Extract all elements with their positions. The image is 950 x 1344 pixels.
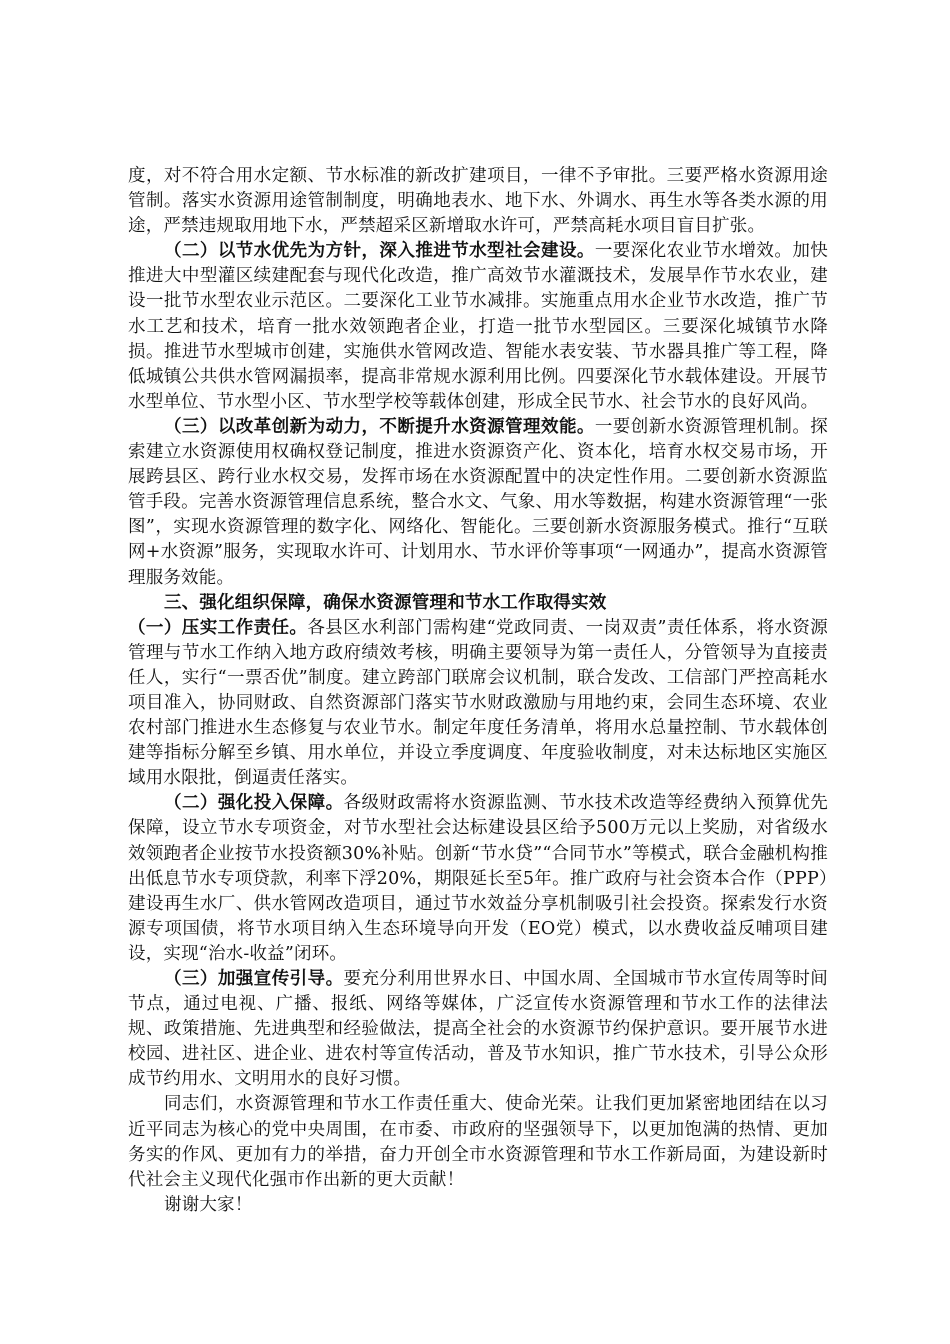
paragraph-text: 谢谢大家！ — [164, 1194, 253, 1215]
paragraph-text: 一要创新水资源管理机制。探索建立水资源使用权确权登记制度，推进水资源资产化、资本化，培育水权交易市场，开展跨县区、跨行业水权交易，发挥市场在水资源配置中的决定性作用。二要创新水资源监管手段。完善水资源管理信息系统，整合水文、气象、用水等数据，构建水资源管理“一张图”，实现水资源管理的数字化、网络化、智能化。三要创新水资源服务模式。推行“互联网+水资源”服务，实现取水许可、计划用水、节水评价等事项“一网通办”，提高水资源管理服务效能。 — [128, 416, 828, 588]
paragraph-text: 同志们，水资源管理和节水工作责任重大、使命光荣。让我们更加紧密地团结在以习近平同志为核心的党中央周围，在市委、市政府的坚强领导下，以更加饱满的热情、更加务实的作风、更加有力的举措，奋力开创全市水资源管理和节水工作新局面，为建设新时代社会主义现代化强市作出新的更大贡献！ — [128, 1094, 828, 1190]
paragraph-heading: （二）以节水优先为方针，深入推进节水型社会建设。 — [164, 241, 595, 262]
paragraph-heading: （二）强化投入保障。 — [164, 793, 344, 814]
section3-title — [128, 591, 828, 616]
paragraph-text: 各县区水利部门需构建“党政同责、一岗双责”责任体系，将水资源管理与节水工作纳入地方政府绩效考核，明确主要领导为第一责任人，分管领导为直接责任人，实行“一票否优”制度。建立跨部门联席会议机制，联合发改、工信部门严控高耗水项目准入，协同财政、自然资源部门落实节水财政激励与用地约束，会同生态环境、农业农村部门推进水生态修复与农业节水。制定年度任务清单，将用水总量控制、节水载体创建等指标分解至乡镇、用水单位，并设立季度调度、年度验收制度，对未达标地区实施区域用水限批，倒逼责任落实。 — [128, 617, 828, 789]
paragraph-section3-item1 — [128, 616, 828, 792]
paragraph-section3-item3 — [128, 967, 828, 1092]
paragraph-text: 各级财政需将水资源监测、节水技术改造等经费纳入预算优先保障，设立节水专项资金，对节水型社会达标建设县区给予500万元以上奖励，对省级水效领跑者企业按节水投资额30%补贴。创新“节水贷”“合同节水”等模式，联合金融机构推出低息节水专项贷款，利率下浮20%，期限延长至5年。推广政府与社会资本合作（PPP）建设再生水厂、供水管网改造项目，通过节水效益分享机制吸引社会投资。探索发行水资源专项国债，将节水项目纳入生态环境导向开发（EO党）模式，以水费收益反哺项目建设，实现“治水-收益”闭环。 — [128, 793, 828, 964]
paragraph-intro-continuation — [128, 164, 828, 239]
paragraph-text: 要充分利用世界水日、中国水周、全国城市节水宣传周等时间节点，通过电视、广播、报纸、网络等媒体，广泛宣传水资源管理和节水工作的法律法规、政策措施、先进典型和经验做法，提高全社会的水资源节约保护意识。要开展节水进校园、进社区、进企业、进农村等宣传活动，普及节水知识，推广节水技术，引导公众形成节约用水、文明用水的良好习惯。 — [128, 969, 828, 1090]
paragraph-thanks — [128, 1193, 828, 1218]
paragraph-section2-item3 — [128, 415, 828, 591]
section-heading: 三、强化组织保障，确保水资源管理和节水工作取得实效 — [164, 592, 607, 613]
paragraph-heading: （三）加强宣传引导。 — [164, 969, 344, 989]
paragraph-text: 度，对不符合用水定额、节水标准的新改扩建项目，一律不予审批。三要严格水资源用途管制。落实水资源用途管制制度，明确地表水、地下水、外调水、再生水等各类水源的用途，严禁违规取用地下水，严禁超采区新增取水许可，严禁高耗水项目盲目扩张。 — [128, 166, 828, 237]
paragraph-section3-item2 — [128, 791, 828, 967]
paragraph-heading: （一）压实工作责任。 — [128, 617, 308, 638]
paragraph-heading: （三）以改革创新为动力，不断提升水资源管理效能。 — [164, 416, 595, 437]
paragraph-text: 一要深化农业节水增效。加快推进大中型灌区续建配套与现代化改造，推广高效节水灌溉技术，发展旱作节水农业，建设一批节水型农业示范区。二要深化工业节水减排。实施重点用水企业节水改造，推广节水工艺和技术，培育一批水效领跑者企业，打造一批节水型园区。三要深化城镇节水降损。推进节水型城市创建，实施供水管网改造、智能水表安装、节水器具推广等工程，降低城镇公共供水管网漏损率，提高非常规水源利用比例。四要深化节水载体建设。开展节水型单位、节水型小区、节水型学校等载体创建，形成全民节水、社会节水的良好风尚。 — [128, 241, 828, 412]
paragraph-closing — [128, 1092, 828, 1192]
document-body — [128, 164, 828, 1218]
paragraph-section2-item2 — [128, 239, 828, 415]
